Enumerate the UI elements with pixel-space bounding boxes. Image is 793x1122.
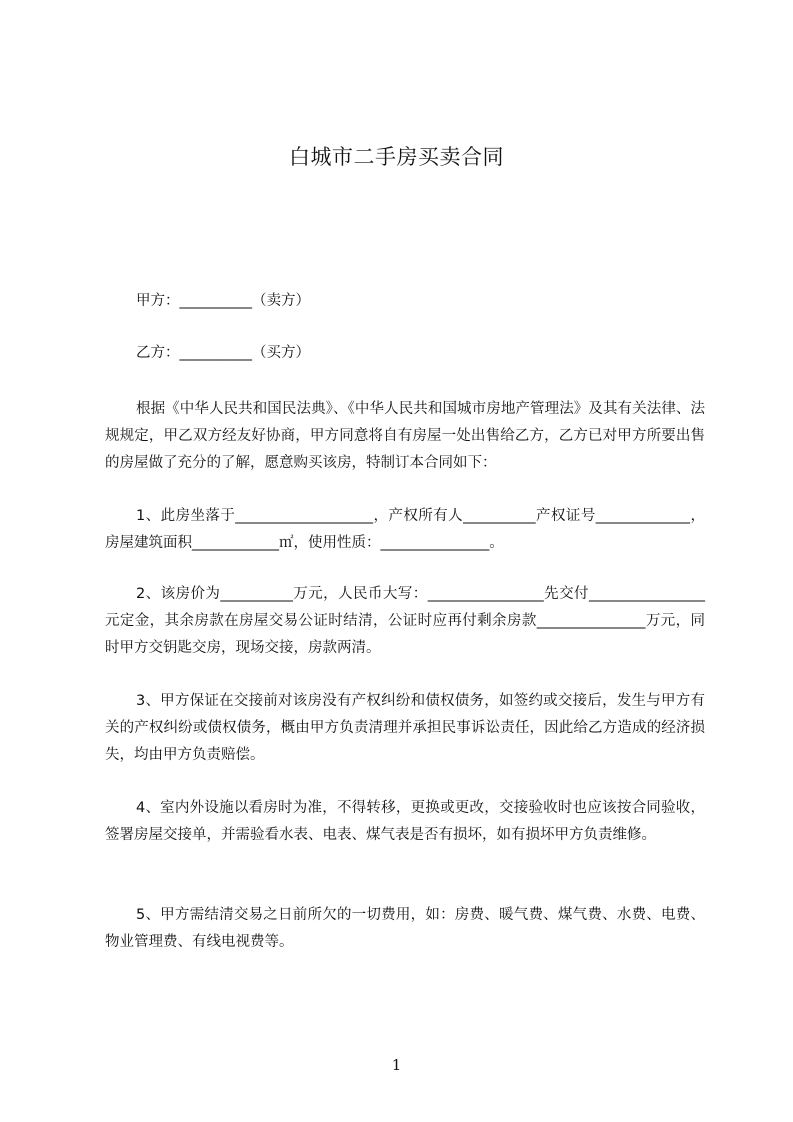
legal-basis-paragraph: 根据《中华人民共和国民法典》、《中华人民共和国城市房地产管理法》及其有关法律、法规规定，甲乙双方经友好协商，甲方同意将自有房屋一处出售给乙方，乙方已对甲方所要出售的房屋做了充分的了解，愿意购买该房，特制订本合同如下：	[105, 401, 705, 471]
party-b-line: 乙方：__________（买方）	[136, 345, 310, 361]
clause-2-price-payment: 2、该房价为__________万元，人民币大写：________________先交付________________元定金，其余房款在房屋交易公证时结清，公证时应再付剩余房款_______________万元，同时甲方交钥匙交房，现场交接，房款两清。	[105, 586, 705, 656]
clause-1-property-location: 1、此房坐落于___________________，产权所有人__________产权证号_____________，房屋建筑面积____________㎡，使用性质：_______________。	[105, 508, 705, 551]
clause-5-fee-settlement: 5、甲方需结清交易之日前所欠的一切费用，如：房费、暖气费、煤气费、水费、电费、物业管理费、有线电视费等。	[105, 907, 705, 950]
clause-4-facilities-handover: 4、室内外设施以看房时为准，不得转移，更换或更改，交接验收时也应该按合同验收，签署房屋交接单，并需验看水表、电表、煤气表是否有损坏，如有损坏甲方负责维修。	[105, 800, 705, 843]
page-number: 1	[391, 1056, 402, 1074]
party-a-line: 甲方：__________（卖方）	[136, 293, 310, 309]
contract-title: 白城市二手房买卖合同	[289, 145, 504, 169]
clause-3-seller-warranty: 3、甲方保证在交接前对该房没有产权纠纷和债权债务，如签约或交接后，发生与甲方有关的产权纠纷或债权债务，概由甲方负责清理并承担民事诉讼责任，因此给乙方造成的经济损失，均由甲方负责赔偿。	[105, 693, 705, 763]
